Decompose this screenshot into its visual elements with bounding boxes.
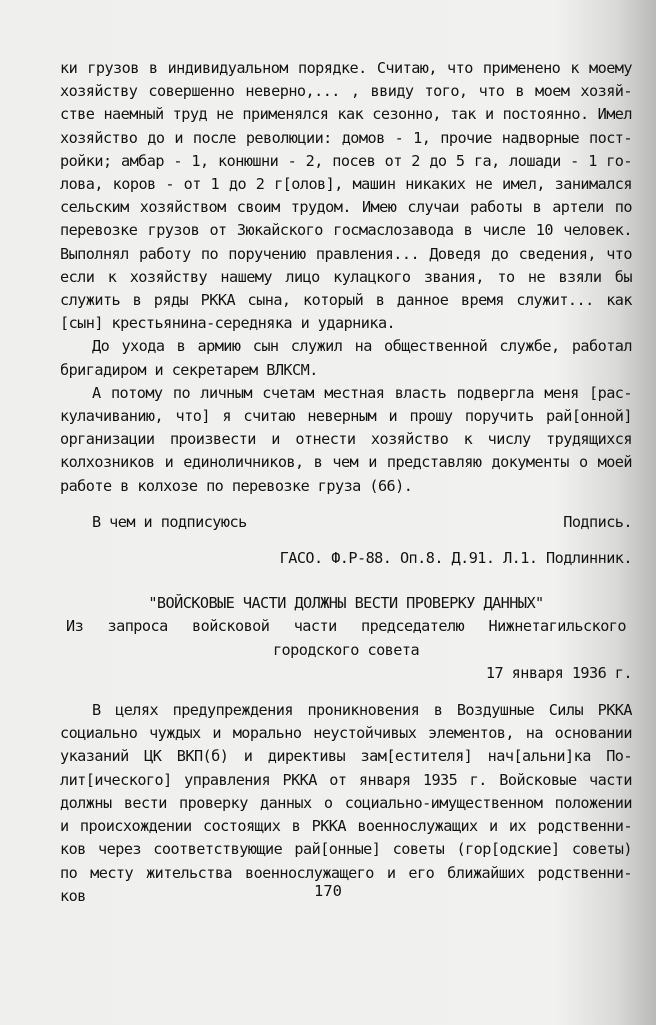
text-line: До ухода в армию сын служил на общественной службе, работал	[92, 337, 632, 356]
signature-mark: Подпись.	[563, 512, 632, 531]
document-date: 17 января 1936 г.	[485, 663, 632, 682]
text-line: должны вести проверку данных о социально-имущественном положении	[60, 793, 632, 812]
text-line: перевозке грузов от Зюкайского госмаслозавода в числе 10 человек.	[60, 221, 632, 240]
text-line: А потому по личным счетам местная власть подвергла меня [рас-	[92, 383, 632, 402]
text-line: и происхождении состоящих в РККА военнослужащих и их родственни-	[60, 817, 632, 836]
text-line: по месту жительства военнослужащего и его ближайших родственни-	[60, 863, 632, 882]
signature-row	[60, 511, 632, 534]
subtitle-line: Из запроса войсковой части председателю Нижнетагильского	[66, 617, 626, 636]
text-line: бригадиром и секретарем ВЛКСМ.	[60, 360, 318, 379]
text-line: [сын] крестьянина-середняка и ударника.	[60, 314, 396, 333]
text-line: хозяйству совершенно неверно,... , ввиду того, что в моем хозяй-	[60, 82, 632, 101]
text-line: колхозников и единоличников, в чем и представляю документы о моей	[60, 453, 632, 472]
text-line: социально чуждых и морально неустойчивых элементов, на основании	[60, 724, 632, 743]
paragraph-military-inquiry	[60, 699, 632, 908]
signature-phrase: В чем и подписуюсь	[92, 512, 247, 531]
text-line: работе в колхозе по перевозке груза (66).	[60, 476, 413, 495]
paragraph-complaint	[60, 57, 632, 335]
text-line: ков через соответствующие рай[онные] советы (гор[одские] советы)	[60, 840, 632, 859]
text-line: сельским хозяйством своим трудом. Имею случаи работы в артели по	[60, 198, 632, 217]
text-line: кулачиванию, что] я считаю неверным и прошу поручить рай[онной]	[60, 407, 632, 426]
text-line: лова, коров - от 1 до 2 г[олов], машин никаких не имел, занимался	[60, 175, 632, 194]
text-line: организации произвести и отнести хозяйство к числу трудящихся	[60, 430, 632, 449]
text-line: стве наемный труд не применялся как сезонно, так и постоянно. Имел	[60, 105, 632, 124]
page-content	[60, 57, 632, 908]
paragraph-son-service	[60, 335, 632, 381]
text-line: ки грузов в индивидуальном порядке. Считаю, что применено к моему	[60, 59, 632, 77]
paragraph-request	[60, 382, 632, 498]
text-line: указаний ЦК ВКП(б) и директивы зам[естителя] нач[альни]ка По-	[60, 747, 632, 766]
text-line: Выполнял работу по поручению правления... Доведя до сведения, что	[60, 244, 632, 263]
section-title: "ВОЙСКОВЫЕ ЧАСТИ ДОЛЖНЫ ВЕСТИ ПРОВЕРКУ ДАННЫХ"	[148, 594, 544, 613]
archive-source: ГАСО. Ф.Р-88. Оп.8. Д.91. Л.1. Подлинник.	[279, 549, 632, 568]
text-line: лит[ического] управления РККА от января 1935 г. Войсковые части	[60, 770, 632, 789]
text-line: ройки; амбар - 1, конюшни - 2, посев от 2 до 5 га, лошади - 1 го-	[60, 151, 632, 170]
text-line: ков	[60, 886, 86, 905]
text-line: В целях предупреждения проникновения в Воздушные Силы РККА	[92, 701, 632, 720]
subtitle-line: городского совета	[272, 640, 420, 659]
page-number: 170	[314, 882, 342, 900]
text-line: хозяйство до и после революции: домов - 1, прочие надворные пост-	[60, 128, 632, 147]
text-line: служить в ряды РККА сына, который в данное время служит... как	[60, 291, 632, 310]
text-line: если к хозяйству нашему лицо кулацкого звания, то не взяли бы	[60, 267, 632, 286]
section-subtitle	[60, 615, 632, 661]
